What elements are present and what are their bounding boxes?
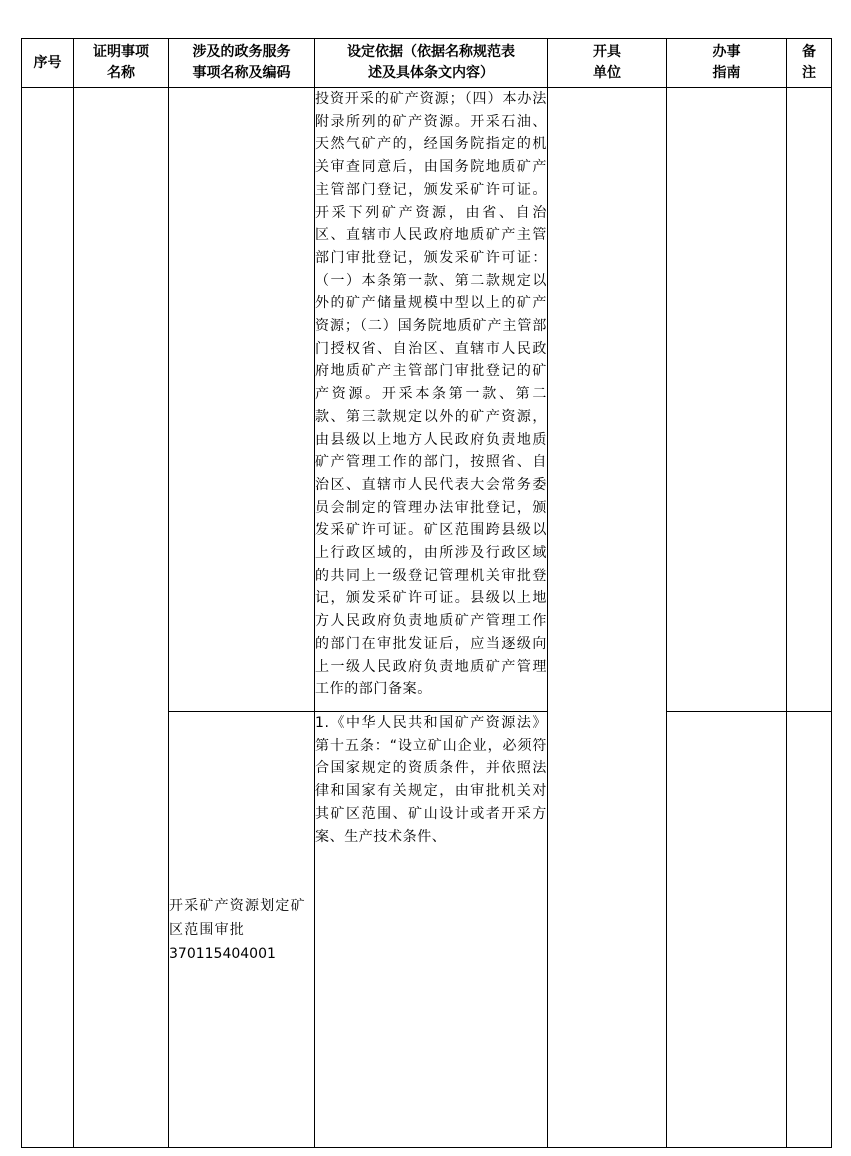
- cell-basis: [315, 712, 548, 1148]
- cell-service-item: [169, 88, 315, 712]
- service-item-name: 开采矿产资源划定矿区范围审批: [169, 897, 306, 938]
- header-remark-line2: 注: [802, 65, 816, 81]
- table-row: [22, 88, 832, 712]
- header-issuer-line1: 开具: [593, 44, 621, 60]
- header-issuer: [548, 39, 667, 88]
- cell-remark: [787, 712, 832, 1148]
- header-seq: [22, 39, 74, 88]
- header-guide: [667, 39, 787, 88]
- header-proof-name: [74, 39, 169, 88]
- header-remark: [787, 39, 832, 88]
- header-proof-name-line1: 证明事项: [93, 44, 149, 60]
- header-guide-line2: 指南: [712, 65, 741, 81]
- header-service-item: [169, 39, 315, 88]
- header-basis: [315, 39, 548, 88]
- proof-items-table: [21, 38, 832, 1148]
- cell-remark: [787, 88, 832, 712]
- header-seq-label: 序号: [33, 54, 62, 71]
- header-service-item-line1: 涉及的政务服务: [192, 44, 291, 60]
- cell-basis: [315, 88, 548, 712]
- cell-guide: [667, 88, 787, 712]
- header-guide-line1: 办事: [712, 44, 741, 60]
- cell-guide: [667, 712, 787, 1148]
- basis-text: 投资开采的矿产资源；（四）本办法附录所列的矿产资源。开采石油、天然气矿产的，经国务院指定的机关审查同意后，由国务院地质矿产主管部门登记，颁发采矿许可证。开采下列矿产资源，由省、自治区、直辖市人民政府地质矿产主管部门审批登记，颁发采矿许可证：（一）本条第一款、第二款规定以外的矿产储量规模中型以上的矿产资源；（二）国务院地质矿产主管部门授权省、自治区、直辖市人民政府地质矿产主管部门审批登记的矿产资源。开采本条第一款、第二款、第三款规定以外的矿产资源，由县级以上地方人民政府负责地质矿产管理工作的部门，按照省、自治区、直辖市人民代表大会常务委员会制定的管理办法审批登记，颁发采矿许可证。矿区范围跨县级以上行政区域的，由所涉及行政区域的共同上一级登记管理机关审批登记，颁发采矿许可证。县级以上地方人民政府负责地质矿产管理工作的部门在审批发证后，应当逐级向上一级人民政府负责地质矿产管理工作的部门备案。: [315, 91, 547, 698]
- cell-service-item: [169, 712, 315, 1148]
- service-item-code: 370115404001: [169, 945, 276, 962]
- header-basis-line1: 设定依据（依据名称规范表: [347, 44, 515, 60]
- header-proof-name-line2: 名称: [107, 65, 135, 81]
- cell-proof-name: [74, 88, 169, 1148]
- header-issuer-line2: 单位: [593, 65, 621, 81]
- header-service-item-line2: 事项名称及编码: [192, 65, 291, 81]
- cell-issuer: [548, 88, 667, 1148]
- table-header-row: [22, 39, 832, 88]
- header-remark-line1: 备: [802, 44, 816, 60]
- header-basis-line2: 述及具体条文内容）: [368, 65, 494, 81]
- cell-seq: [22, 88, 74, 1148]
- basis-text: 1.《中华人民共和国矿产资源法》第十五条：“设立矿山企业，必须符合国家规定的资质条件，并依照法律和国家有关规定，由审批机关对其矿区范围、矿山设计或者开采方案、生产技术条件、: [315, 715, 547, 845]
